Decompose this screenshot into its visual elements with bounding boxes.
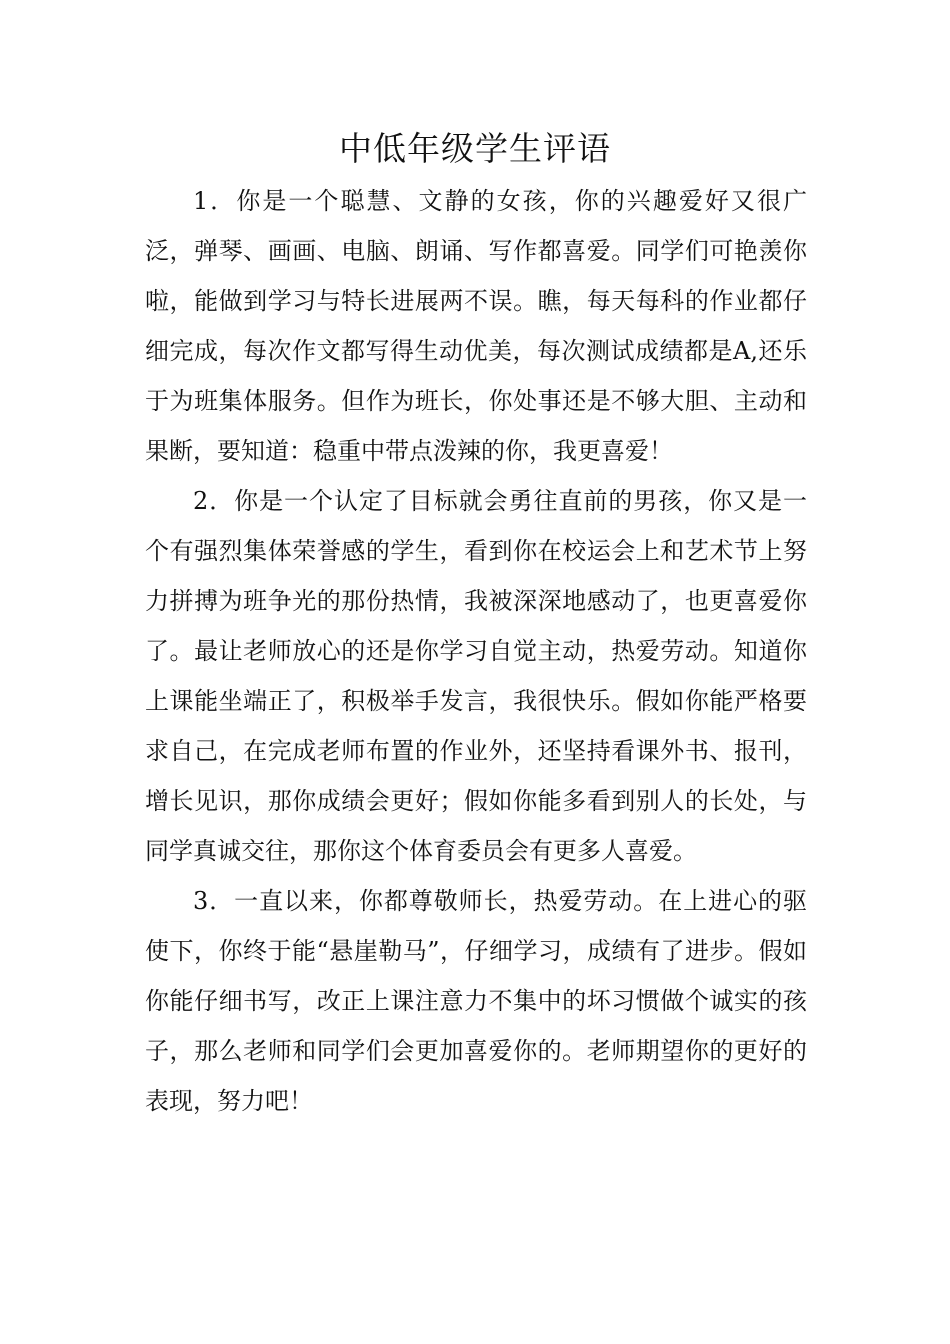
document-body: [145, 176, 807, 1126]
comment-paragraph-3: 3．一直以来，你都尊敬师长，热爱劳动。在上进心的驱使下，你终于能“悬崖勒马”，仔细学习，成绩有了进步。假如你能仔细书写，改正上课注意力不集中的坏习惯做个诚实的孩子，那么老师和同学们会更加喜爱你的。老师期望你的更好的表现，努力吧！: [145, 887, 807, 1115]
comment-paragraph-2: 2．你是一个认定了目标就会勇往直前的男孩，你又是一个有强烈集体荣誉感的学生，看到你在校运会上和艺术节上努力拼搏为班争光的那份热情，我被深深地感动了，也更喜爱你了。最让老师放心的还是你学习自觉主动，热爱劳动。知道你上课能坐端正了，积极举手发言，我很快乐。假如你能严格要求自己，在完成老师布置的作业外，还坚持看课外书、报刊，增长见识，那你成绩会更好；假如你能多看到别人的长处，与同学真诚交往，那你这个体育委员会有更多人喜爱。: [145, 487, 807, 865]
document-title: 中低年级学生评语: [339, 129, 611, 168]
comment-paragraph-1: 1．你是一个聪慧、文静的女孩，你的兴趣爱好又很广泛，弹琴、画画、电脑、朗诵、写作都喜爱。同学们可艳羡你啦，能做到学习与特长进展两不误。瞧，每天每科的作业都仔细完成，每次作文都写得生动优美，每次测试成绩都是A,还乐于为班集体服务。但作为班长，你处事还是不够大胆、主动和果断，要知道：稳重中带点泼辣的你，我更喜爱！: [145, 187, 807, 465]
